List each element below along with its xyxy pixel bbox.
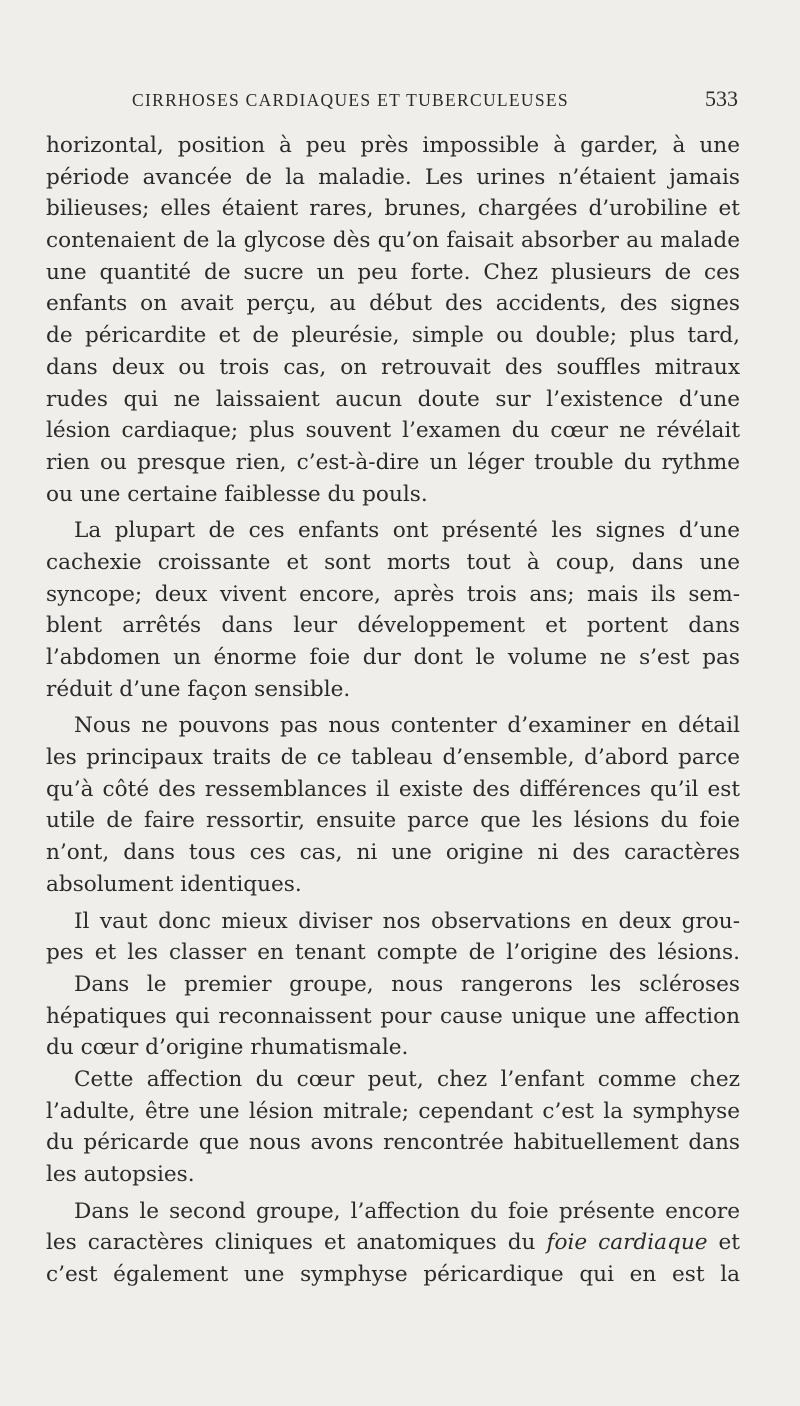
text-line: les autopsies.: [46, 1162, 195, 1187]
text-line: cachexie croissante et sont morts tout à coup, dans une: [46, 549, 740, 575]
paragraph-first-line: Il vaut donc mieux diviser nos observations en deux grou-: [74, 908, 740, 934]
text-line: blent arrêtés dans leur développement et portent dans: [46, 613, 740, 639]
text-segment: les caractères cliniques et anatomiques du: [46, 1230, 547, 1256]
text-line: rudes qui ne laissaient aucun doute sur l’existence d’une: [46, 386, 740, 412]
text-line: dans deux ou trois cas, on retrouvait des souffles mitraux: [46, 354, 740, 380]
text-line: absolument identiques.: [46, 871, 302, 897]
text-line: les principaux traits de ce tableau d’ensemble, d’abord parce: [46, 745, 740, 771]
text-line: horizontal, position à peu près impossible à garder, à une: [46, 133, 740, 158]
text-line: c’est également une symphyse péricardique qui en est la: [46, 1262, 740, 1288]
paragraph-first-line: Nous ne pouvons pas nous contenter d’examiner en détail: [74, 713, 740, 739]
text-line: enfants on avait perçu, au début des accidents, des signes: [46, 291, 740, 317]
text-line: syncope; deux vivent encore, après trois ans; mais ils sem-: [46, 581, 740, 607]
text-line: ou une certaine faiblesse du pouls.: [46, 481, 428, 507]
running-title: CIRRHOSES CARDIAQUES ET TUBERCULEUSES: [132, 90, 569, 110]
text-line: réduit d’une façon sensible.: [46, 676, 351, 702]
text-line: du cœur d’origine rhumatismale.: [46, 1035, 409, 1061]
text-line: n’ont, dans tous ces cas, ni une origine ni des caractères: [46, 840, 740, 866]
page-number: 533: [705, 86, 738, 111]
text-line: qu’à côté des ressemblances il existe des différences qu’il est: [46, 776, 740, 802]
text-line: hépatiques qui reconnaissent pour cause unique une affection: [46, 1003, 740, 1029]
italic-term: foie cardiaque: [546, 1230, 708, 1256]
paragraph-first-line: La plupart de ces enfants ont présenté les signes d’une: [74, 518, 740, 544]
body-text: [46, 130, 740, 1291]
running-head: [132, 86, 738, 120]
paragraph-first-line: Dans le second groupe, l’affection du foie présente encore: [74, 1198, 740, 1224]
text-line: période avancée de la maladie. Les urines n’étaient jamais: [46, 164, 740, 190]
text-line-with-italic: [46, 1227, 740, 1259]
text-line: lésion cardiaque; plus souvent l’examen du cœur ne révélait: [46, 418, 740, 444]
paragraph-first-line: Cette affection du cœur peut, chez l’enfant comme chez: [74, 1066, 740, 1092]
text-line: contenaient de la glycose dès qu’on faisait absorber au malade: [46, 228, 740, 254]
text-line: de péricardite et de pleurésie, simple ou double; plus tard,: [46, 323, 740, 349]
text-line: rien ou presque rien, c’est-à-dire un léger trouble du rythme: [46, 449, 740, 475]
text-line: du péricarde que nous avons rencontrée habituellement dans: [46, 1130, 740, 1156]
text-line: bilieuses; elles étaient rares, brunes, chargées d’urobiline et: [46, 196, 740, 222]
text-segment: et: [707, 1230, 740, 1256]
text-line: utile de faire ressortir, ensuite parce que les lésions du foie: [46, 808, 740, 834]
text-line: l’adulte, être une lésion mitrale; cependant c’est la symphyse: [46, 1098, 740, 1124]
text-line: une quantité de sucre un peu forte. Chez plusieurs de ces: [46, 259, 740, 285]
text-line: pes et les classer en tenant compte de l’origine des lésions.: [46, 940, 740, 966]
text-line: l’abdomen un énorme foie dur dont le volume ne s’est pas: [46, 645, 740, 670]
paragraph-first-line: Dans le premier groupe, nous rangerons les scléroses: [74, 971, 740, 997]
